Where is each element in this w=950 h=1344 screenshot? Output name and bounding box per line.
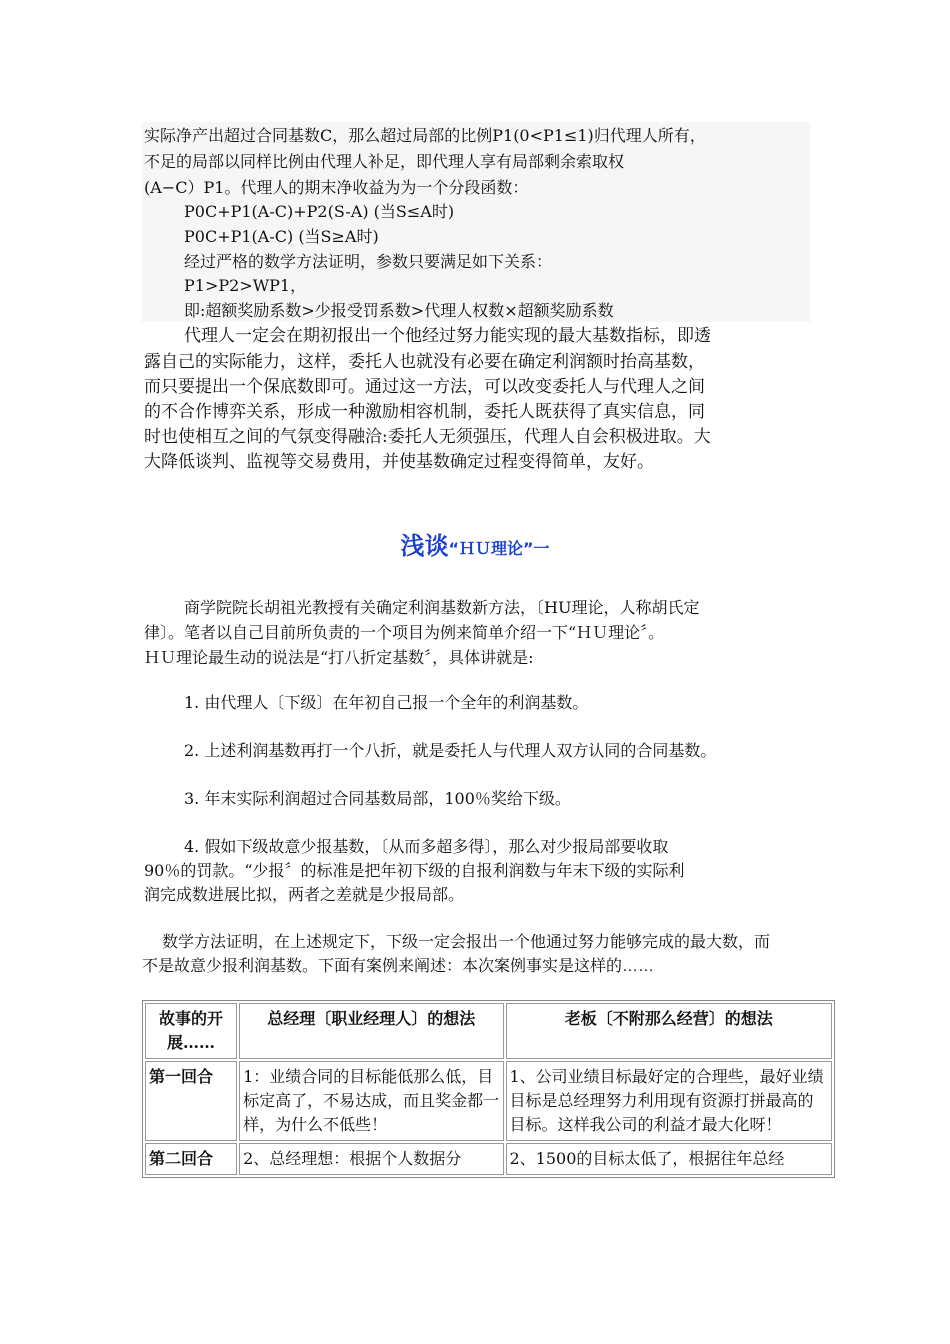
- rule-item-4-line-2: 90％的罚款。“少报〞的标准是把年初下级的自报利润数与年末下级的实际利: [144, 861, 685, 880]
- formula-case-1: P0C+P1(A-C)+P2(S-A) (当S≤A时): [184, 202, 455, 221]
- table-header-boss: 老板〔不附那么经营〕的想法: [506, 1003, 833, 1059]
- formula-case-2: P0C+P1(A-C) (当S≥A时): [184, 227, 379, 246]
- formula-relation: P1>P2>WP1，: [184, 276, 307, 295]
- rule-item-4-line-3: 润完成数进展比拟，两者之差就是少报局部。: [144, 885, 465, 904]
- para1-line-2: 露自己的实际能力，这样，委托人也就没有必要在确定利润额时抬高基数，: [144, 352, 705, 372]
- proof-line-1: 数学方法证明，在上述规定下，下级一定会报出一个他通过努力能够完成的最大数，而: [162, 934, 771, 951]
- manager-thought: 2、总经理想：根据个人数据分: [239, 1143, 503, 1175]
- para1-line-3: 而只要提出一个保底数即可。通过这一方法，可以改变委托人与代理人之间: [144, 377, 705, 397]
- intro-line-3: ＨＵ理论最生动的说法是“打八折定基数〞，具体讲就是:: [144, 648, 534, 667]
- boss-thought: 1、公司业绩目标最好定的合理些，最好业绩目标是总经理努力利用现有资源打拼最高的目标。这样我公司的利益才最大化呀！: [506, 1061, 833, 1141]
- table-row: [145, 1143, 832, 1175]
- para1-line-5: 时也使相互之间的气氛变得融洽:委托人无须强压，代理人自会积极进取。大: [144, 427, 711, 447]
- table-row: [145, 1061, 832, 1141]
- round-label: 第二回合: [145, 1143, 237, 1175]
- boss-thought: 2、1500的目标太低了，根据往年总经: [506, 1143, 833, 1175]
- formula-explanation: 即:超额奖励系数>少报受罚系数>代理人权数×超额奖励系数: [184, 301, 614, 320]
- table-header-manager: 总经理〔职业经理人〕的想法: [239, 1003, 503, 1059]
- para1-line-6: 大降低谈判、监视等交易费用，并使基数确定过程变得简单，友好。: [144, 452, 654, 472]
- rule-item-4-line-1: 4. 假如下级故意少报基数，〔从而多超多得〕，那么对少报局部要收取: [184, 837, 669, 856]
- rule-item-2: 2. 上述利润基数再打一个八折，就是委托人与代理人双方认同的合同基数。: [184, 741, 717, 760]
- formula-line-1: 实际净产出超过合同基数C，那么超过局部的比例P1(0<P1≤1)归代理人所有，: [144, 126, 706, 145]
- formula-line-2: 不足的局部以同样比例由代理人补足，即代理人享有局部剩余索取权: [144, 152, 625, 171]
- formula-line-3: (A−C）P1。代理人的期末净收益为为一个分段函数：: [144, 178, 529, 197]
- rule-item-1: 1. 由代理人〔下级〕在年初自己报一个全年的利润基数。: [184, 693, 589, 712]
- para1-line-1: 代理人一定会在期初报出一个他经过努力能实现的最大基数指标，即透: [184, 326, 711, 346]
- table-header-row: [145, 1003, 832, 1059]
- manager-thought: 1：业绩合同的目标能低那么低，目标定高了，不易达成，而且奖金都一样，为什么不低些！: [239, 1061, 503, 1141]
- section-title-main: 浅谈: [400, 532, 449, 560]
- para1-line-4: 的不合作博弈关系，形成一种激励相容机制，委托人既获得了真实信息，同: [144, 402, 705, 422]
- round-label: 第一回合: [145, 1061, 237, 1141]
- story-table: [142, 1000, 835, 1178]
- section-title-rest: “ＨＵ理论”一: [448, 539, 550, 558]
- rule-item-3: 3. 年末实际利润超过合同基数局部，100％奖给下级。: [184, 789, 571, 808]
- intro-line-2: 律〕。笔者以自己目前所负责的一个项目为例来简单介绍一下“ＨＵ理论〞。: [144, 623, 665, 642]
- section-title: [0, 530, 950, 565]
- proof-line-2: 不是故意少报利润基数。下面有案例来阐述：本次案例事实是这样的……: [142, 958, 655, 975]
- intro-line-1: 商学院院长胡祖光教授有关确定利润基数新方法，〔HU理论，人称胡氏定: [184, 598, 700, 617]
- table-header-story: 故事的开展……: [145, 1003, 237, 1059]
- formula-proof-line: 经过严格的数学方法证明，参数只要满足如下关系：: [184, 252, 553, 271]
